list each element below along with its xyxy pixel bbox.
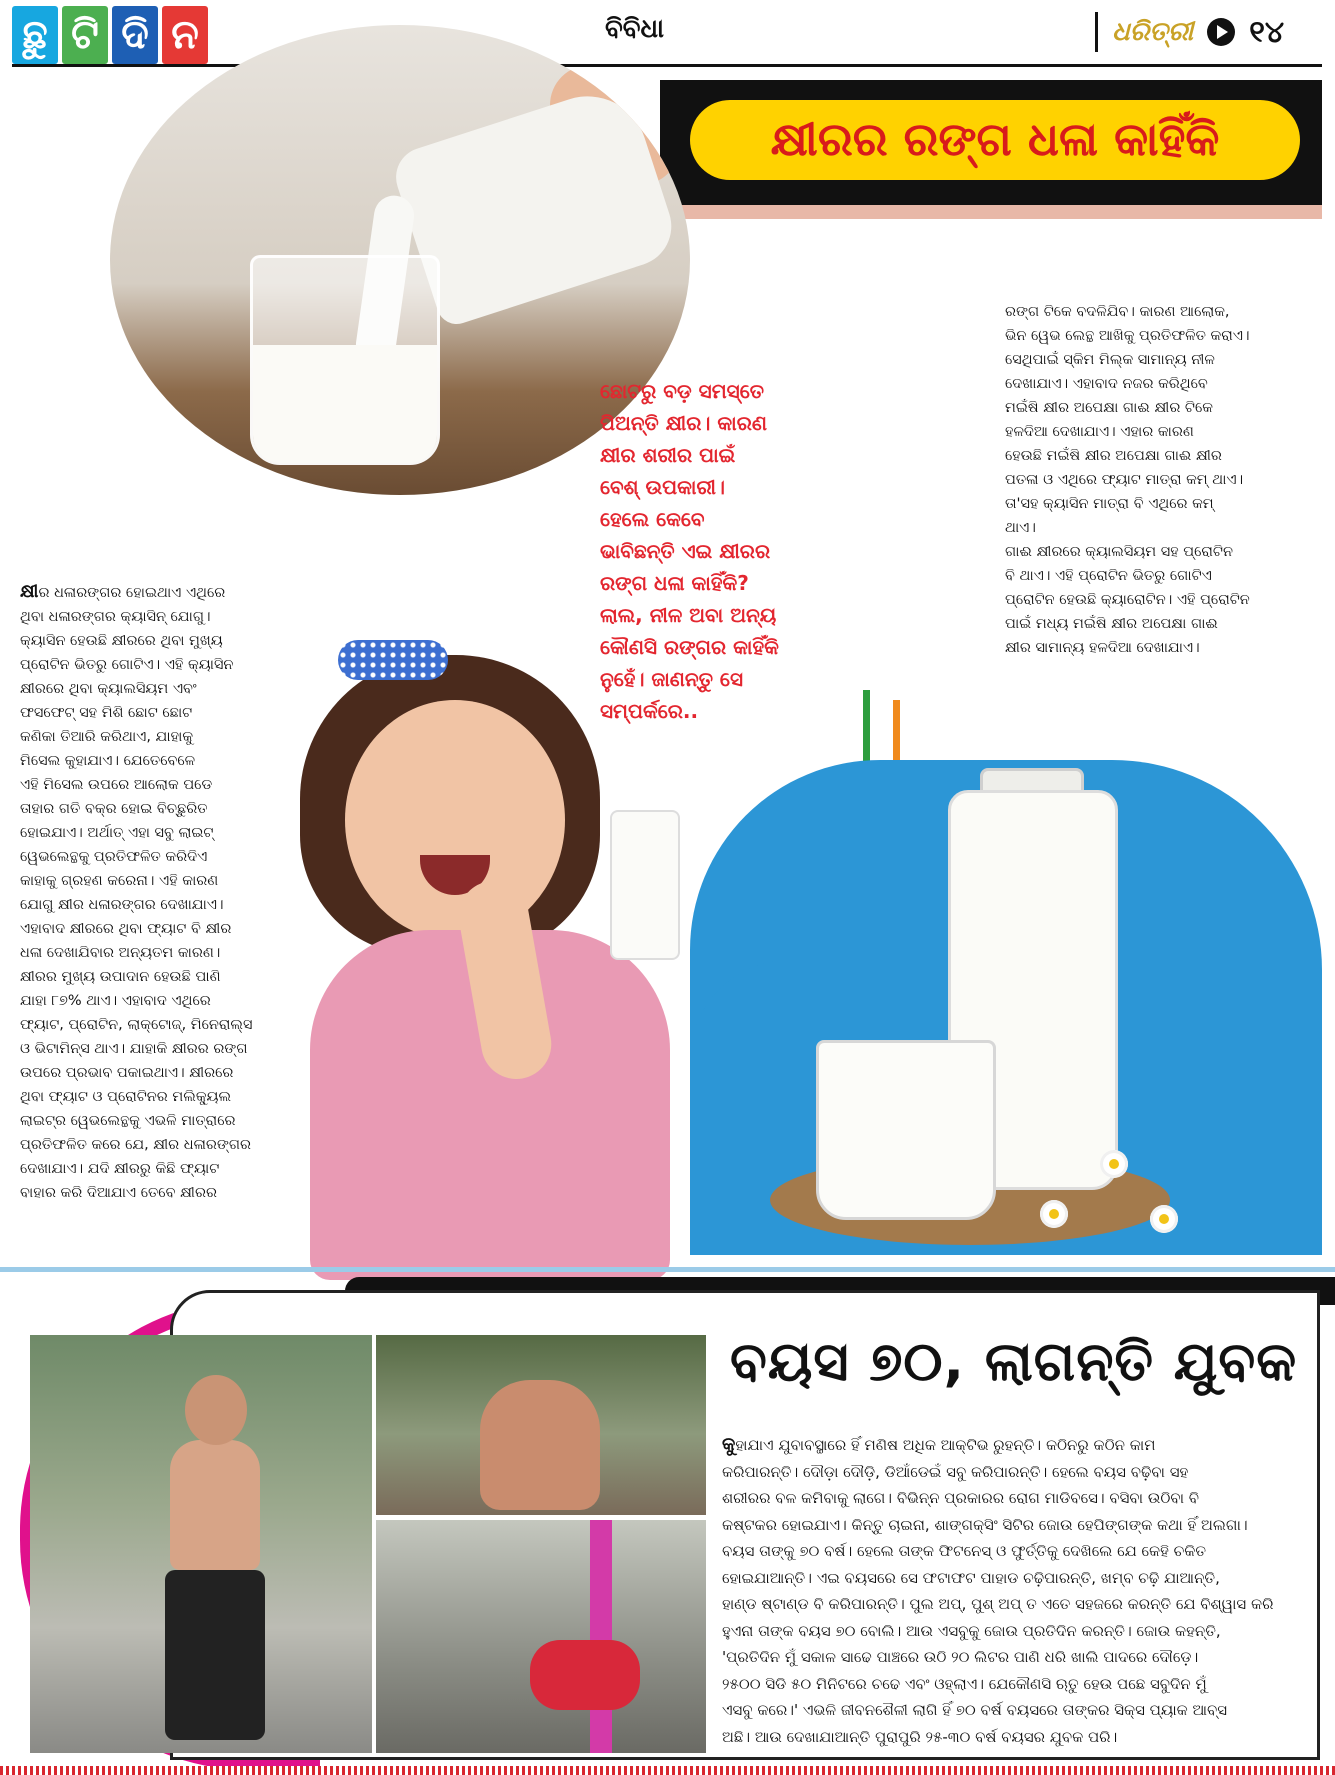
body-line: ଗାଈ କ୍ଷୀରରେ କ୍ୟାଲସିୟମ ସହ ପ୍ରୋଟିନ xyxy=(1005,544,1233,560)
brand-logo: ଧରିତ୍ରୀ xyxy=(1112,16,1194,47)
article1-headline: କ୍ଷୀରର ରଙ୍ଗ ଧଳା କାହିଁକି xyxy=(690,100,1300,180)
logo-letter-3: ଦି xyxy=(112,6,158,64)
body-line: ହଳଦିଆ ଦେଖାଯାଏ। ଏହାର କାରଣ xyxy=(1005,424,1194,440)
body-line: ଯାହା ୮୭% ଥାଏ। ଏହାବାଦ ଏଥିରେ xyxy=(20,993,211,1009)
body-line: ଏହାବାଦ କ୍ଷୀରରେ ଥିବା ଫ୍ୟାଟ ବି କ୍ଷୀର xyxy=(20,921,232,937)
body-line: 'ପ୍ରତିଦିନ ମୁଁ ସକାଳ ସାଢେ ପାଞ୍ଚରେ ଉଠି ୨୦ ଲିଟର ପାଣି ଧରି ଖାଲି ପାଦରେ ଦୌଡ଼େ। xyxy=(722,1648,1199,1666)
red-shirt-shape xyxy=(530,1640,640,1710)
body-line: କ୍ୟାସିନ ହେଉଛି କ୍ଷୀରରେ ଥିବା ମୁଖ୍ୟ xyxy=(20,633,223,649)
brand-box xyxy=(1095,6,1325,58)
body-line: ହାଣ୍ଡ ଷ୍ଟାଣ୍ଡ ବି କରିପାରନ୍ତି। ପୁଲ ଅପ୍, ପୁଶ୍ ଅପ୍ ତ ଏତେ ସହଜରେ କରନ୍ତି ଯେ ବିଶ୍ୱାସ କରି xyxy=(722,1595,1274,1613)
article2-body xyxy=(722,1432,1322,1750)
logo-letter-4: ନ xyxy=(162,6,208,64)
body-line: ମିସେଲ କୁହାଯାଏ। ଯେତେବେଳେ xyxy=(20,753,196,769)
body-line: ତା'ସହ କ୍ୟାସିନ ମାତ୍ରା ବି ଏଥିରେ କମ୍ xyxy=(1005,496,1214,512)
body-line: ବାହାର କରି ଦିଆଯାଏ ତେବେ କ୍ଷୀରର xyxy=(20,1185,217,1201)
body-line: ଓ ଭିଟାମିନ୍ସ ଥାଏ। ଯାହାକି କ୍ଷୀରର ରଙ୍ଗ xyxy=(20,1041,248,1057)
body-line: କ୍ଷୀରରେ ଥିବା କ୍ୟାଲସିୟମ ଏବଂ xyxy=(20,681,197,697)
intro-line: ପିଅନ୍ତି କ୍ଷୀର। କାରଣ xyxy=(600,411,768,435)
body-line: ଦେଖାଯାଏ। ଯଦି କ୍ଷୀରରୁ କିଛି ଫ୍ୟାଟ xyxy=(20,1161,220,1177)
girl-face xyxy=(345,700,565,940)
body-line: ଥିବା ଫ୍ୟାଟ ଓ ପ୍ରୋଟିନର ମଲିକ୍ୟୁଲ xyxy=(20,1089,232,1105)
body-line: ଥିବା ଧଳାରଙ୍ଗର କ୍ୟାସିନ୍ ଯୋଗୁ। xyxy=(20,609,211,625)
footer-rule xyxy=(0,1766,1335,1775)
body-line: ଲାଇଟ୍ର ୱେଭଲେନ୍ଥକୁ ଏଭଳି ମାତ୍ରାରେ xyxy=(20,1113,236,1129)
man-legs-shape xyxy=(165,1570,265,1740)
intro-line: ହେଲେ କେବେ xyxy=(600,507,705,531)
daisy-flower-icon xyxy=(1100,1150,1128,1178)
body-line: ହୋଇଯାଆନ୍ତି। ଏଇ ବୟସରେ ସେ ଫଟାଫଟ ପାହାଡ ଚଢ଼ିପାରନ୍ତି, ଖମ୍ବ ଚଢ଼ି ଯାଆନ୍ତି, xyxy=(722,1568,1220,1587)
body-line: ଫସଫେଟ୍ ସହ ମିଶି ଛୋଟ ଛୋଟ xyxy=(20,705,193,721)
article2-headline: ବୟସ ୭୦, ଲାଗନ୍ତି ଯୁବକ xyxy=(730,1330,1298,1393)
brand-divider xyxy=(1095,12,1098,52)
body-line: ହୁଏନା ତାଙ୍କ ବୟସ ୭୦ ବୋଲି। ଆଉ ଏସବୁକୁ ଜୋଉ ପ୍ରତିଦିନ କରନ୍ତି। ଜୋଉ କହନ୍ତି, xyxy=(722,1621,1221,1640)
first-line-text: ହାଯାଏ ଯୁବାବସ୍ଥାରେ ହିଁ ମଣିଷ ଅଧିକ ଆକ୍ଟିଭ ରୁହନ୍ତି। କଠିନରୁ କଠିନ କାମ xyxy=(735,1436,1156,1454)
first-line-text: ର ଧଳାରଙ୍ଗର ହୋଇଥାଏ ଏଥିରେ xyxy=(38,585,226,601)
body-first-line xyxy=(722,1432,1322,1459)
pole-exercise-photo xyxy=(376,1520,706,1753)
body-line: ରଙ୍ଗ ଟିକେ ବଦଳିଯିବ। କାରଣ ଆଲୋକ, xyxy=(1005,304,1230,320)
section-logo xyxy=(12,6,208,64)
back-muscle-shape xyxy=(480,1380,600,1510)
article1-right-column xyxy=(1005,300,1320,660)
body-line: ମଇଁଷି କ୍ଷୀର ଅପେକ୍ଷା ଗାଈ କ୍ଷୀର ଟିକେ xyxy=(1005,400,1213,416)
body-line: ଭିନ ୱେଭ ଲେନ୍ଥ ଆଖିକୁ ପ୍ରତିଫଳିତ କରାଏ। xyxy=(1005,328,1250,344)
body-line: କାହାକୁ ଗ୍ରହଣ କରେନା। ଏହି କାରଣ xyxy=(20,873,219,889)
intro-line: ବେଶ୍ ଉପକାରୀ। xyxy=(600,475,725,499)
body-line: ପାଇଁ ମଧ୍ୟ ମଇଁଷି କ୍ଷୀର ଅପେକ୍ଷା ଗାଈ xyxy=(1005,616,1218,632)
intro-line: ସମ୍ପର୍କରେ.. xyxy=(600,699,699,723)
pole-shape xyxy=(590,1520,612,1753)
girl-milk-glass xyxy=(610,810,680,960)
intro-line: ଲାଲ, ନୀଳ ଅବା ଅନ୍ୟ xyxy=(600,603,777,627)
body-line: କଷ୍ଟକର ହୋଇଯାଏ। କିନ୍ତୁ ଚାଇନା, ଶାଙ୍ଗକ୍ସିଂ ସିଟିର ଜୋଉ ହେପିଙ୍ଗଙ୍କ କଥା ହିଁ ଅଲଗା। xyxy=(722,1515,1248,1534)
daisy-flower-icon xyxy=(1150,1205,1178,1233)
body-line: ଉପରେ ପ୍ରଭାବ ପକାଇଥାଏ। କ୍ଷୀରରେ xyxy=(20,1065,234,1081)
girl-hair-bow xyxy=(338,640,448,680)
body-line: ଏହି ମିସେଲ ଉପରେ ଆଲୋକ ପଡେ xyxy=(20,777,213,793)
body-line: ୱେଭଲେନ୍ଥକୁ ପ୍ରତିଫଳିତ କରିଦିଏ xyxy=(20,849,208,865)
glass-milk-shape xyxy=(253,345,437,463)
man-head-shape xyxy=(185,1375,247,1445)
body-line: ଯୋଗୁ କ୍ଷୀର ଧଳାରଙ୍ଗର ଦେଖାଯାଏ। xyxy=(20,897,224,913)
section-label: ବିବିଧା xyxy=(605,14,664,44)
dropcap: କୁ xyxy=(722,1434,736,1455)
intro-line: କ୍ଷୀର ଶରୀର ପାଇଁ xyxy=(600,443,736,467)
headline-stripe xyxy=(660,205,1322,219)
logo-letter-1: ଛୁ xyxy=(12,6,58,64)
masthead xyxy=(0,0,1335,70)
intro-line: ଛୋଟରୁ ବଡ଼ ସମସ୍ତେ xyxy=(600,379,764,403)
body-line: ଧଳା ଦେଖାଯିବାର ଅନ୍ୟତମ କାରଣ। xyxy=(20,945,221,961)
intro-line: ରଙ୍ଗ ଧଳା କାହିଁକି? xyxy=(600,571,749,595)
body-line: କଣିକା ତିଆରି କରିଥାଏ, ଯାହାକୁ xyxy=(20,729,194,745)
dropcap: କ୍ଷୀ xyxy=(20,581,39,602)
body-line: ଫ୍ୟାଟ, ପ୍ରୋଟିନ, ଲାକ୍ଟୋଜ୍, ମିନେରାଲ୍ସ xyxy=(20,1017,253,1033)
body-line: ପତଳା ଓ ଏଥିରେ ଫ୍ୟାଟ ମାତ୍ରା କମ୍ ଥାଏ। xyxy=(1005,472,1244,488)
body-line: ଏସବୁ କରେ।' ଏଭଳି ଜୀବନଶୈଳୀ ଲାଗି ହିଁ ୭୦ ବର୍ଷ ବୟସରେ ତାଙ୍କର ସିକ୍ସ ପ୍ୟାକ ଆବ୍ସ xyxy=(722,1701,1228,1719)
body-line: କ୍ଷୀର ସାମାନ୍ୟ ହଳଦିଆ ଦେଖାଯାଏ। xyxy=(1005,640,1200,656)
body-line: ଦେଖାଯାଏ। ଏହାବାଦ ନଜର କରିଥିବେ xyxy=(1005,376,1208,392)
body-line: ୨୫୦୦ ସିଡି ୫୦ ମିନିଟରେ ଚଢେ ଏବଂ ଓହ୍ଲାଏ। ଯେକୌଣସି ଋତୁ ହେଉ ପଛେ ସବୁଦିନ ମୁଁ xyxy=(722,1674,1207,1693)
body-line: ପ୍ରତିଫଳିତ କରେ ଯେ, କ୍ଷୀର ଧଳାରଙ୍ଗର xyxy=(20,1137,252,1153)
body-line: ଅଛି। ଆଉ ଦେଖାଯାଆନ୍ତି ପୁରାପୁରି ୨୫-୩୦ ବର୍ଷ ବୟସର ଯୁବକ ପରି। xyxy=(722,1727,1118,1746)
intro-line: ନୁହେଁ। ଜାଣନ୍ତୁ ସେ xyxy=(600,667,743,691)
body-line: କରିପାରନ୍ତି। ଦୌଡ଼ା ଦୌଡ଼ି, ଡିଆଁଡେଇଁ ସବୁ କରିପାରନ୍ତି। ହେଲେ ବୟସ ବଢ଼ିବା ସହ xyxy=(722,1462,1189,1481)
body-line: ଥାଏ। xyxy=(1005,520,1036,536)
body-line: ତାହାର ଗତି ବକ୍ର ହୋଇ ବିଚ୍ଛୁରିତ xyxy=(20,801,208,817)
body-line: ଶରୀରର ବଳ କମିବାକୁ ଲାଗେ। ବିଭିନ୍ନ ପ୍ରକାରର ରୋଗ ମାଡିବସେ। ବସିବା ଉଠିବା ବି xyxy=(722,1489,1199,1507)
top-rule xyxy=(12,64,1322,67)
man-torso-shape xyxy=(170,1440,260,1570)
intro-line: କୌଣସି ରଙ୍ଗର କାହିଁକି xyxy=(600,635,779,659)
body-line: ବି ଥାଏ। ଏହି ପ୍ରୋଟିନ ଭିତରୁ ଗୋଟିଏ xyxy=(1005,568,1212,584)
body-first-line xyxy=(20,580,275,605)
girl-with-milk-photo xyxy=(280,640,760,1280)
play-icon xyxy=(1207,18,1235,46)
body-line: କ୍ଷୀରର ମୁଖ୍ୟ ଉପାଦାନ ହେଉଛି ପାଣି xyxy=(20,969,221,985)
body-line: ପ୍ରୋଟିନ ଭିତରୁ ଗୋଟିଏ। ଏହି କ୍ୟାସିନ xyxy=(20,657,234,673)
intro-line: ଭାବିଛନ୍ତି ଏଇ କ୍ଷୀରର xyxy=(600,539,771,563)
body-line: ସେଥିପାଇଁ ସ୍କିମ ମିଲ୍କ ସାମାନ୍ୟ ନୀଳ xyxy=(1005,352,1215,368)
daisy-flower-icon xyxy=(1040,1200,1068,1228)
logo-letter-2: ଟି xyxy=(62,6,108,64)
section-divider xyxy=(0,1267,1335,1272)
body-line: ହୋଇଯାଏ। ଅର୍ଥାତ୍ ଏହା ସବୁ ଲାଇଟ୍ xyxy=(20,825,214,841)
body-line: ବୟସ ତାଙ୍କୁ ୭୦ ବର୍ଷ। ହେଲେ ତାଙ୍କ ଫିଟନେସ୍ ଓ ଫୁର୍ତ୍ତିକୁ ଦେଖିଲେ ଯେ କେହି ଚକିତ xyxy=(722,1542,1207,1560)
article1-left-column xyxy=(20,580,275,1205)
body-line: ହେଉଛି ମଇଁଷି କ୍ଷୀର ଅପେକ୍ଷା ଗାଈ କ୍ଷୀର xyxy=(1005,448,1222,464)
page-number: ୧୪ xyxy=(1249,14,1285,50)
milk-glass xyxy=(816,1040,996,1220)
body-line: ପ୍ରୋଟିନ ହେଉଛି କ୍ୟାରୋଟିନ। ଏହି ପ୍ରୋଟିନ xyxy=(1005,592,1250,608)
